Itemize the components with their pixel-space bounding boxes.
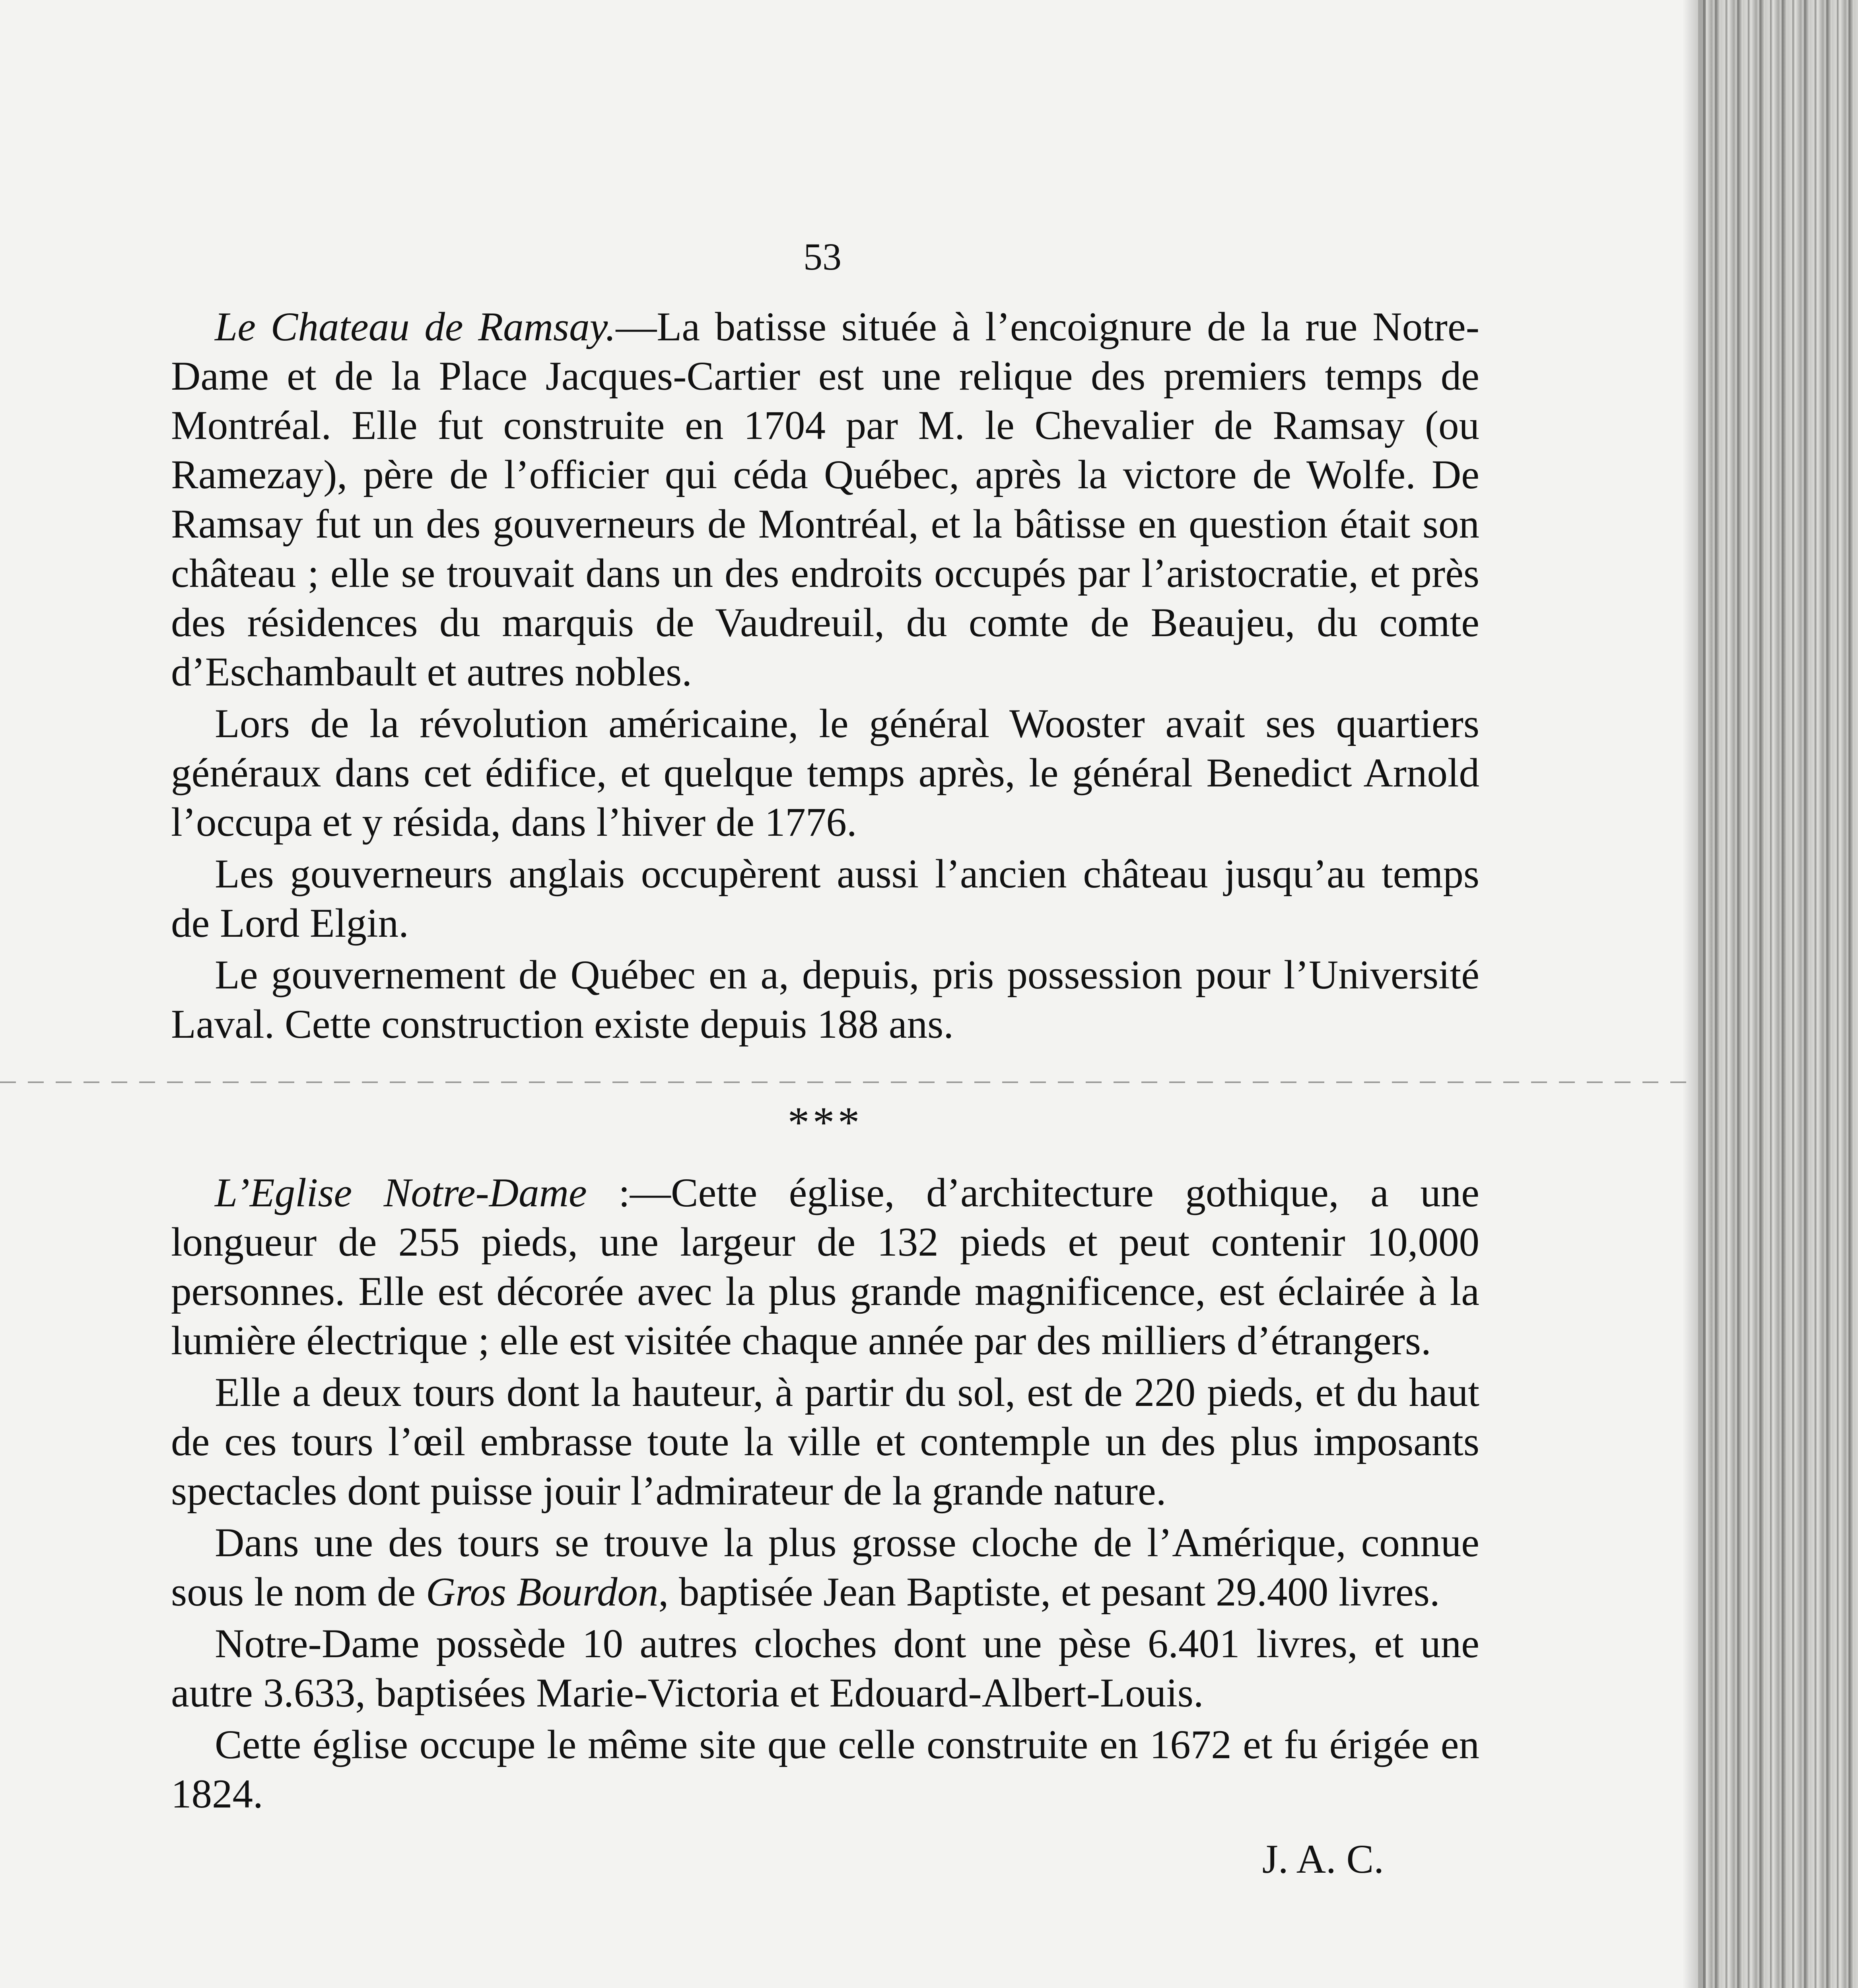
bell-name: Gros Bourdon [426, 1569, 659, 1615]
section-title-chateau: Le Chateau de Ramsay. [215, 304, 616, 349]
signature: J. A. C. [1262, 1837, 1384, 1882]
paragraph-text: —La batisse située à l’encoignure de la rue Notre-Dame et de la Place Jacques-Cartier est une relique des premiers temps de Montréal. Elle fut construite en 1704 par M. le Chevalier de Ramsay (ou Ramezay), père de l’officier qui céda Québec, après la victore de Wolfe. De Ramsay fut un des gouverneurs de Montréal, et la bâtisse en question était son château ; elle se trouvait dans un des endroits occupés par l’aristocratie, et près des résidences du marquis de Vaudreuil, du comte de Beaujeu, du comte d’Eschambault et autres nobles. [171, 304, 1479, 695]
page-number: 53 [803, 235, 842, 278]
main-text [171, 302, 1479, 1884]
gutter-shadow [1682, 0, 1706, 1988]
paragraph: Elle a deux tours dont la hauteur, à partir du sol, est de 220 pieds, et du haut de ces tours l’œil embrasse toute la ville et contemple un des plus imposants spectacles dont puisse jouir l’admirateur de la grande nature. [171, 1370, 1479, 1514]
paragraph [171, 1168, 1479, 1365]
paragraph: Les gouverneurs anglais occupèrent aussi l’ancien château jusqu’au temps de Lord Elgin. [171, 851, 1479, 946]
paragraph: Lors de la révolution américaine, le général Wooster avait ses quartiers généraux dans cet édifice, et quelque temps après, le général Benedict Arnold l’occupa et y résida, dans l’hiver de 1776. [171, 701, 1479, 845]
paragraph: Cette église occupe le même site que celle construite en 1672 et fu érigée en 1824. [171, 1722, 1479, 1817]
section-title-eglise: L’Eglise Notre-Dame [215, 1170, 587, 1215]
paragraph [171, 302, 1479, 697]
paragraph: Le gouvernement de Québec en a, depuis, pris possession pour l’Université Laval. Cette construction existe depuis 188 ans. [171, 952, 1479, 1047]
page-edges [1698, 0, 1858, 1988]
paragraph [171, 1518, 1479, 1617]
paragraph: Notre-Dame possède 10 autres cloches dont une pèse 6.401 livres, et une autre 3.633, baptisées Marie-Victoria et Edouard-Albert-Louis. [171, 1621, 1479, 1716]
asterism-separator: *** [787, 1098, 863, 1147]
paragraph-text: :—Cette église, d’architecture gothique, a une longueur de 255 pieds, une largeur de 132 pieds et peut contenir 10,000 personnes. Elle est décorée avec la plus grande magnificence, est éclairée à la lumière électrique ; elle est visitée chaque année par des milliers d’étrangers. [171, 1170, 1479, 1363]
paragraph-text: Dans une des tours se trouve la plus grosse cloche de l’Amérique, connue sous le nom de [171, 1520, 1479, 1615]
paragraph-text: , baptisée Jean Baptiste, et pesant 29.400 livres. [658, 1569, 1440, 1615]
